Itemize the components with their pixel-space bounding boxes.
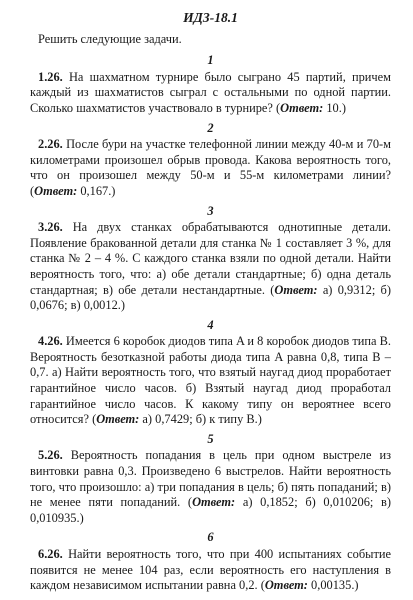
task-body: Вероятность попадания в цель при одном выстреле из винтовки равна 0,3. Произведено 6 выстрелов. Найти вероятность того, что произошло: а) три попадания в цель; б) пять попаданий; в) не менее пяти попаданий. [30,448,391,510]
page-title: ИДЗ-18.1 [183,10,238,25]
task-id: 2.26. [38,137,63,152]
task-block-4 [30,318,391,428]
answer-value: 0,167.) [80,183,116,198]
task-id: 3.26. [38,220,63,235]
task-text: 1.26. На шахматном турнире было сыграно 45 партий, причем каждый из шахматистов сыграл с остальными по одной партии. Сколько шахматистов участвовало в турнире? (Ответ: 10.) [30,69,391,115]
section-number: 4 [207,317,214,332]
answer-label: Ответ: [280,100,324,115]
task-block-2 [30,121,391,200]
task-block-6 [30,530,391,593]
answer-value: а) 0,9312; б) 0,0676; в) 0,0012.) [30,282,391,313]
task-id: 5.26. [38,448,63,463]
task-block-3 [30,204,391,314]
task-text: 4.26. Имеется 6 коробок диодов типа A и 8 коробок диодов типа B. Вероятность безотказной работы диода типа A равна 0,8, типа B – 0,7. а) Найти вероятность того, что взятый наугад диод проработает гарантийное число часов. б) Взятый наугад диод проработал гарантийное число часов. К какому типу он вероятнее всего относится? (Ответ: а) 0,7429; б) к типу B.) [30,334,391,427]
task-block-5 [30,432,391,527]
answer-value: а) 0,1852; б) 0,010206; в) 0,010935.) [30,495,391,525]
task-body: На двух станках обрабатываются однотипные детали. Появление бракованной детали для станка № 1 составляет 3 %, для станка № 2 – 4 %. С каждого станка взяли по одной детали. Найти вероятность того, что: а) обе детали стандартные; б) одна деталь стандартная; в) обе детали нестандартные. [30,220,391,297]
intro-text: Решить следующие задачи. [38,31,182,46]
answer-label: Ответ: [96,412,140,427]
section-number: 1 [207,53,214,68]
task-text: 3.26. На двух станках обрабатываются однотипные детали. Появление бракованной детали для станка № 1 составляет 3 %, для станка № 2 – 4 %. С каждого станка взяли по одной детали. Найти вероятность того, что: а) обе детали стандартные; б) одна деталь стандартная; в) обе детали нестандартные. (Ответ: а) 0,9312; б) 0,0676; в) 0,0012.) [30,220,391,313]
answer-label: Ответ: [192,495,236,510]
answer-label: Ответ: [34,183,78,198]
task-id: 4.26. [38,334,63,349]
task-body: После бури на участке телефонной линии между 40-м и 70-м километрами произошел обрыв провода. Какова вероятность того, что он произошел между 50-м и 55-м километрами линии? [30,137,391,183]
section-number: 6 [207,530,214,545]
task-body: Найти вероятность того, что при 400 испытаниях событие появится не менее 104 раз, если вероятность его наступления в каждом независимом испытании равна 0,2. [30,547,391,593]
answer-label: Ответ: [264,578,308,593]
section-number: 2 [207,120,214,135]
answer-value: 10.) [326,100,346,115]
answer-value: 0,00135.) [311,578,359,593]
answer-value: а) 0,7429; б) к типу B.) [142,412,262,427]
task-body: На шахматном турнире было сыграно 45 партий, причем каждый из шахматистов сыграл с остальными по одной партии. Сколько шахматистов участвовало в турнире? [30,69,391,115]
task-text: 2.26. После бури на участке телефонной линии между 40-м и 70-м километрами произошел обрыв провода. Какова вероятность того, что он произошел между 50-м и 55-м километрами линии? (Ответ: 0,167.) [30,137,391,198]
task-block-1 [30,53,391,116]
section-number: 3 [207,203,214,218]
section-number: 5 [207,431,214,446]
task-id: 1.26. [38,69,63,84]
task-text: 6.26. Найти вероятность того, что при 400 испытаниях событие появится не менее 104 раз, если вероятность его наступления в каждом независимом испытании равна 0,2. (Ответ: 0,00135.) [30,547,391,593]
task-body: Имеется 6 коробок диодов типа A и 8 коробок диодов типа B. Вероятность безотказной работы диода типа A равна 0,8, типа B – 0,7. а) Найти вероятность того, что взятый наугад диод проработает гарантийное число часов. б) Взятый наугад диод проработал гарантийное число часов. К какому типу он вероятнее всего относится? [30,334,391,427]
task-text: 5.26. Вероятность попадания в цель при одном выстреле из винтовки равна 0,3. Произведено 6 выстрелов. Найти вероятность того, что произошло: а) три попадания в цель; б) пять попаданий; в) не менее пяти попаданий. (Ответ: а) 0,1852; б) 0,010206; в) 0,010935.) [30,448,391,525]
answer-label: Ответ: [274,282,318,297]
task-id: 6.26. [38,547,63,561]
